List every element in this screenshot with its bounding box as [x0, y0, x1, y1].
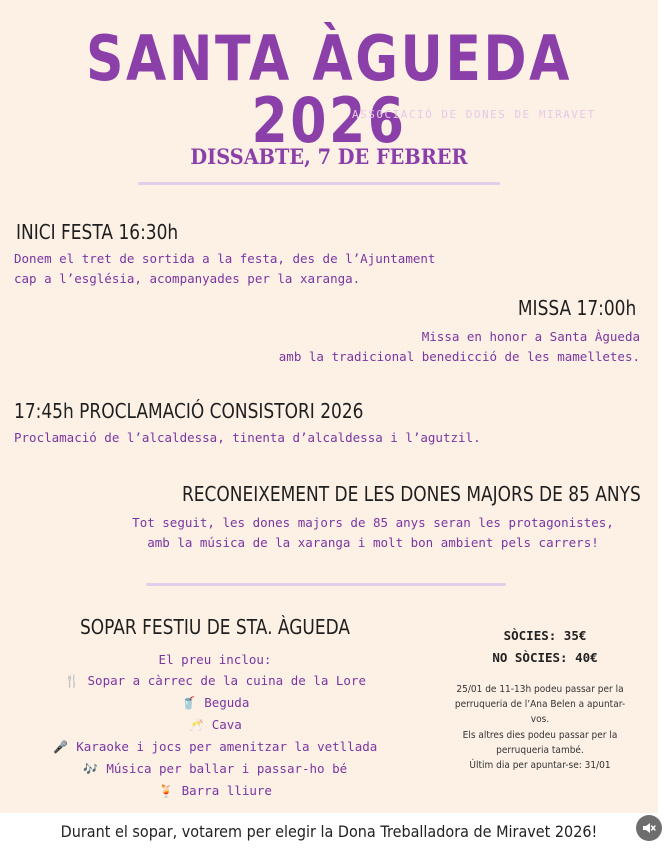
divider [146, 583, 506, 586]
mute-button[interactable] [636, 815, 662, 841]
event-description-recognition [100, 513, 646, 553]
description-line: cap a l’església, acompanyades per la xaranga. [14, 271, 361, 286]
description-line: amb la música de la xaranga i molt bon ambient pels carrers! [147, 535, 599, 550]
fork-knife-icon: 🍴 [64, 674, 80, 688]
note-line: 25/01 de 11-13h podeu passar per la [456, 684, 624, 695]
event-description-mass [279, 327, 640, 367]
music-notes-icon: 🎶 [83, 762, 99, 776]
glass-icon: 🥤 [181, 696, 197, 710]
dinner-item-label: Beguda [204, 695, 250, 710]
price-members: SÒCIES: 35€ [503, 628, 587, 643]
signup-note [450, 682, 630, 727]
price-non-members: NO SÒCIES: 40€ [492, 650, 598, 665]
dinner-item [0, 692, 430, 714]
dinner-item [0, 736, 430, 758]
champagne-icon: 🥂 [188, 718, 204, 732]
dinner-item-label: Karaoke i jocs per amenitzar la vetllada [76, 739, 378, 754]
note-line: perruqueria també. [496, 745, 584, 756]
event-description-proclamation [14, 428, 481, 448]
dinner-item-label: Sopar a càrrec de la cuina de la Lore [87, 673, 366, 688]
description-line: Proclamació de l’alcaldessa, tinenta d’alcaldessa i l’agutzil. [14, 430, 481, 445]
dinner-item [0, 670, 430, 692]
event-description-start [14, 249, 435, 289]
dinner-item [0, 780, 430, 802]
signup-note-other-days [450, 728, 630, 773]
event-heading-proclamation: 17:45h PROCLAMACIÓ CONSISTORI 2026 [14, 399, 364, 423]
cocktail-icon: 🍹 [158, 784, 174, 798]
dinner-includes-label: El preu inclou: [158, 652, 272, 667]
event-heading-mass: MISSA 17:00h [517, 296, 636, 320]
footer-caption: Durant el sopar, votarem per elegir la Dona Treballadora de Miravet 2026! [60, 822, 598, 841]
dinner-item-label: Cava [211, 717, 242, 732]
description-line: Missa en honor a Santa Àgueda [421, 329, 640, 344]
organizer-label: ASSOCIACIÓ DE DONES DE MIRAVET [352, 108, 596, 121]
dinner-item [0, 758, 430, 780]
dinner-heading: SOPAR FESTIU DE STA. ÀGUEDA [79, 615, 351, 639]
dinner-item-label: Música per ballar i passar-ho bé [106, 761, 348, 776]
note-line: Últim dia per apuntar-se: 31/01 [469, 760, 611, 771]
dinner-item-label: Barra lliure [181, 783, 272, 798]
note-line: perruqueria de l’Ana Belen a apuntar-vos. [454, 699, 626, 725]
event-heading-start: INICI FESTA 16:30h [16, 220, 179, 244]
description-line: amb la tradicional benedicció de les mamelletes. [278, 349, 640, 364]
description-line: Tot seguit, les dones majors de 85 anys seran les protagonistes, [132, 515, 614, 530]
microphone-icon: 🎤 [53, 740, 69, 754]
speaker-muted-icon [642, 821, 656, 835]
event-heading-recognition: RECONEIXEMENT DE LES DONES MAJORS DE 85 ANYS [182, 482, 641, 506]
dinner-items-list [0, 670, 430, 802]
poster-title: SANTA ÀGUEDA 2026 [85, 22, 573, 157]
dinner-item [0, 714, 430, 736]
divider [138, 182, 500, 185]
description-line: Donem el tret de sortida a la festa, des de l’Ajuntament [14, 251, 436, 266]
note-line: Els altres dies podeu passar per la [462, 730, 618, 741]
event-date: DISSABTE, 7 DE FEBRER [190, 144, 468, 169]
